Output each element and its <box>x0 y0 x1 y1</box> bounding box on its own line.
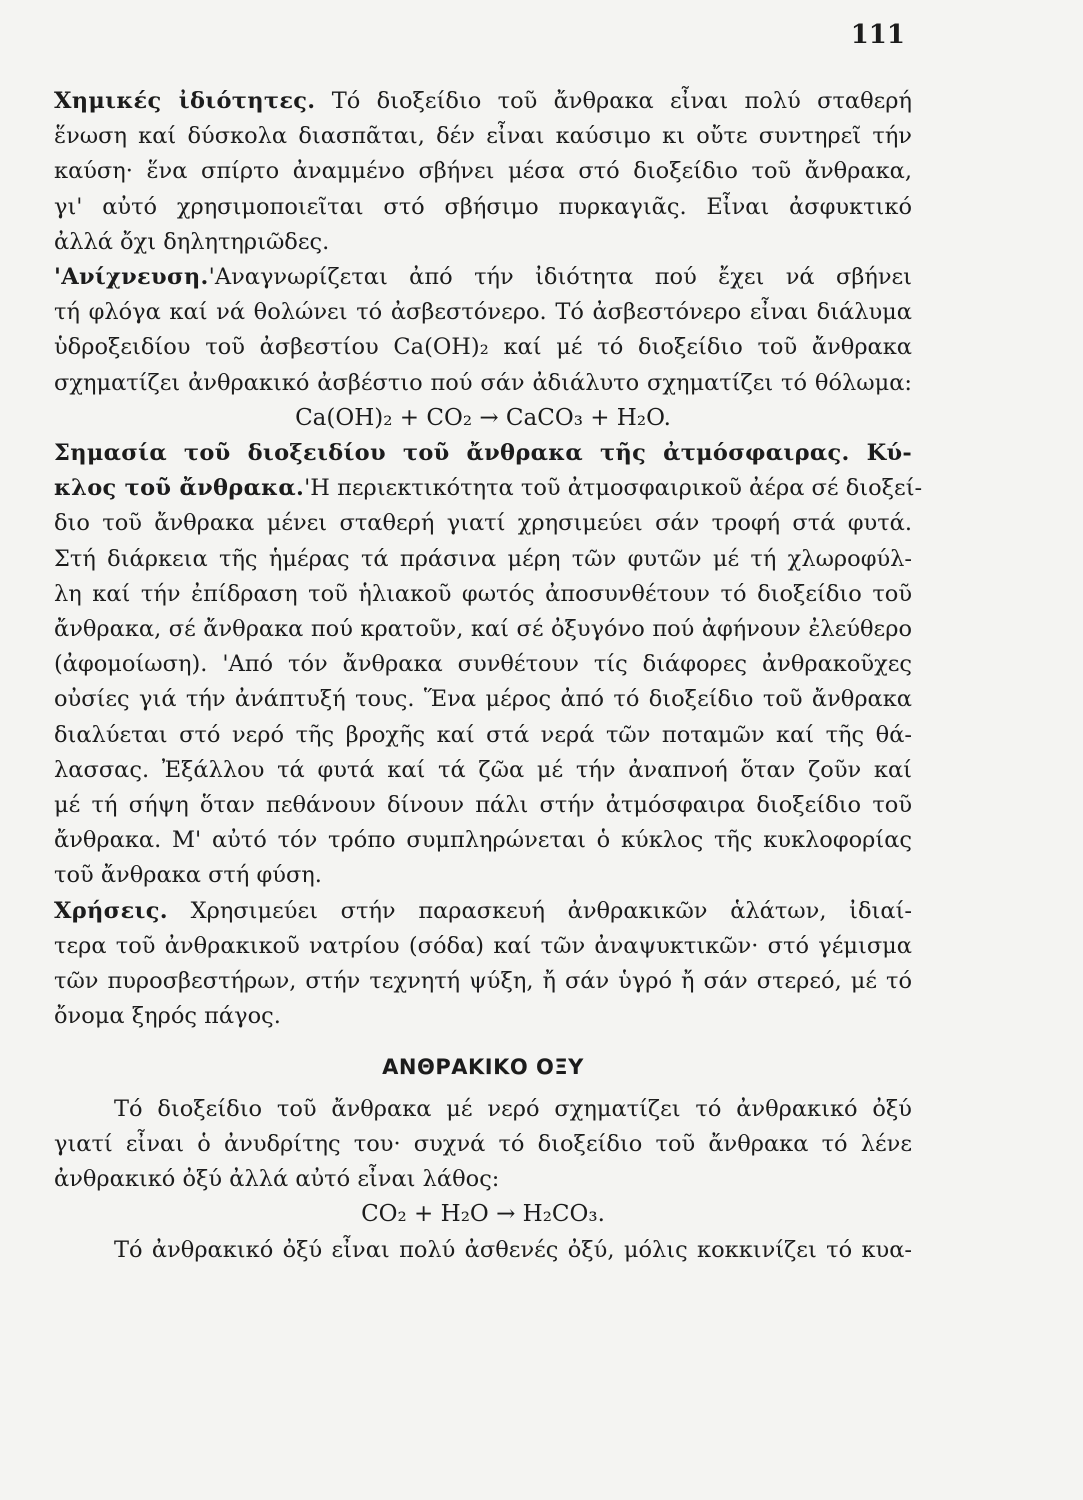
carbon-cycle-line-2: διο τοῦ ἄνθρακα μένει σταθερή γιατί χρησιμεύει σάν τροφή στά φυτά. <box>54 510 912 537</box>
carbon-cycle-line-6: (ἀφομοίωση). 'Από τόν ἄνθρακα συνθέτουν τίς διάφορες ἀνθρακοῦχες <box>54 651 912 678</box>
carbon-cycle-line-3: Στή διάρκεια τῆς ἡμέρας τά πράσινα μέρη τῶν φυτῶν μέ τή χλωροφύλ- <box>54 545 912 572</box>
limewater-equation: Ca(OH)₂ + CO₂ → CaCO₃ + H₂O. <box>295 404 671 431</box>
uses-line-4: ὄνομα ξηρός πάγος. <box>54 1003 281 1030</box>
carbonic-acid-line-2: γιατί εἶναι ὁ ἀνυδρίτης του· συχνά τό διοξείδιο τοῦ ἄνθρακα τό λένε <box>54 1130 912 1157</box>
carbon-cycle-line-11: ἄνθρακα. Μ' αὐτό τόν τρόπο συμπληρώνεται ὁ κύκλος τῆς κυκλοφορίας <box>54 827 912 854</box>
carbon-cycle-line-4: λη καί τήν ἐπίδραση τοῦ ἡλιακοῦ φωτός ἀποσυνθέτουν τό διοξείδιο τοῦ <box>54 580 912 607</box>
detection-line-4: σχηματίζει ἀνθρακικό ἀσβέστιο πού σάν ἀδιάλυτο σχηματίζει τό θόλωμα: <box>54 369 912 396</box>
carbonic-acid-equation: CO₂ + H₂O → H₂CO₃. <box>361 1201 605 1228</box>
page-number: 111 <box>850 20 905 50</box>
uses-heading: Χρήσεις. <box>54 897 168 924</box>
detection-line-3: ὑδροξειδίου τοῦ ἀσβεστίου Ca(OH)₂ καί μέ τό διοξείδιο τοῦ ἄνθρακα <box>54 334 912 361</box>
chemical-properties-heading: Χημικές ἰδιότητες. <box>54 88 316 114</box>
detection-line-1: 'Ανίχνευση.'Αναγνωρίζεται ἀπό τήν ἰδιότητα πού ἔχει νά σβήνει <box>54 264 912 291</box>
chemical-properties-line-4: γι' αὐτό χρησιμοποιεῖται στό σβήσιμο πυρκαγιᾶς. Εἶναι ἀσφυκτικό <box>54 193 912 220</box>
carbonic-acid-line-4: Τό ἀνθρακικό ὀξύ εἶναι πολύ ἀσθενές ὀξύ, μόλις κοκκινίζει τό κυα- <box>114 1236 912 1263</box>
chemical-properties-line-3: καύση· ἕνα σπίρτο ἀναμμένο σβήνει μέσα στό διοξείδιο τοῦ ἄνθρακα, <box>54 158 912 185</box>
chemical-properties-line-1: Χημικές ἰδιότητες. Τό διοξείδιο τοῦ ἄνθρακα εἶναι πολύ σταθερή <box>54 88 912 114</box>
carbonic-acid-line-3: ἀνθρακικό ὀξύ ἀλλά αὐτό εἶναι λάθος: <box>54 1166 500 1193</box>
carbon-cycle-heading-2: κλος τοῦ ἄνθρακα. <box>54 475 305 502</box>
carbon-cycle-heading: Σημασία τοῦ διοξειδίου τοῦ ἄνθρακα τῆς ἀτμόσφαιρας. Κύ- <box>54 440 912 467</box>
page-body <box>54 84 923 1268</box>
uses-line-3: τῶν πυροσβεστήρων, στήν τεχνητή ψύξη, ἤ σάν ὑγρό ἤ σάν στερεό, μέ τό <box>54 968 912 995</box>
carbon-cycle-line-12: τοῦ ἄνθρακα στή φύση. <box>54 862 322 889</box>
section-title: ΑΝΘΡΑΚΙΚΟ ΟΞΥ <box>382 1055 584 1080</box>
chemical-properties-line-2: ἕνωση καί δύσκολα διασπᾶται, δέν εἶναι καύσιμο κι οὔτε συντηρεῖ τήν <box>54 123 912 150</box>
carbon-cycle-line-5: ἄνθρακα, σέ ἄνθρακα πού κρατοῦν, καί σέ ὀξυγόνο πού ἀφήνουν ἐλεύθερο <box>54 616 912 643</box>
carbon-cycle-line-9: λασσας. Ἐξάλλου τά φυτά καί τά ζῶα μέ τήν ἀναπνοή ὅταν ζοῦν καί <box>54 756 912 783</box>
uses-line-2: τερα τοῦ ἀνθρακικοῦ νατρίου (σόδα) καί τῶν ἀναψυκτικῶν· στό γέμισμα <box>54 932 912 959</box>
detection-line-2: τή φλόγα καί νά θολώνει τό ἀσβεστόνερο. Τό ἀσβεστόνερο εἶναι διάλυμα <box>54 299 912 326</box>
carbon-cycle-line-8: διαλύεται στό νερό τῆς βροχῆς καί στά νερά τῶν ποταμῶν καί τῆς θά- <box>54 721 912 748</box>
detection-heading: 'Ανίχνευση. <box>54 264 209 291</box>
carbon-cycle-line-1: κλος τοῦ ἄνθρακα.'Η περιεκτικότητα τοῦ ἀτμοσφαιρικοῦ ἀέρα σέ διοξεί- <box>54 475 923 502</box>
uses-line-1: Χρήσεις. Χρησιμεύει στήν παρασκευή ἀνθρακικῶν ἁλάτων, ἰδιαί- <box>54 897 912 924</box>
carbonic-acid-line-1: Τό διοξείδιο τοῦ ἄνθρακα μέ νερό σχηματίζει τό ἀνθρακικό ὀξύ <box>114 1095 912 1122</box>
carbon-cycle-line-10: μέ τή σήψη ὅταν πεθάνουν δίνουν πάλι στήν ἀτμόσφαιρα διοξείδιο τοῦ <box>54 792 912 819</box>
carbon-cycle-line-7: οὐσίες γιά τήν ἀνάπτυξή τους. Ἕνα μέρος ἀπό τό διοξείδιο τοῦ ἄνθρακα <box>54 686 912 713</box>
chemical-properties-line-5: ἀλλά ὄχι δηλητηριῶδες. <box>54 228 330 255</box>
